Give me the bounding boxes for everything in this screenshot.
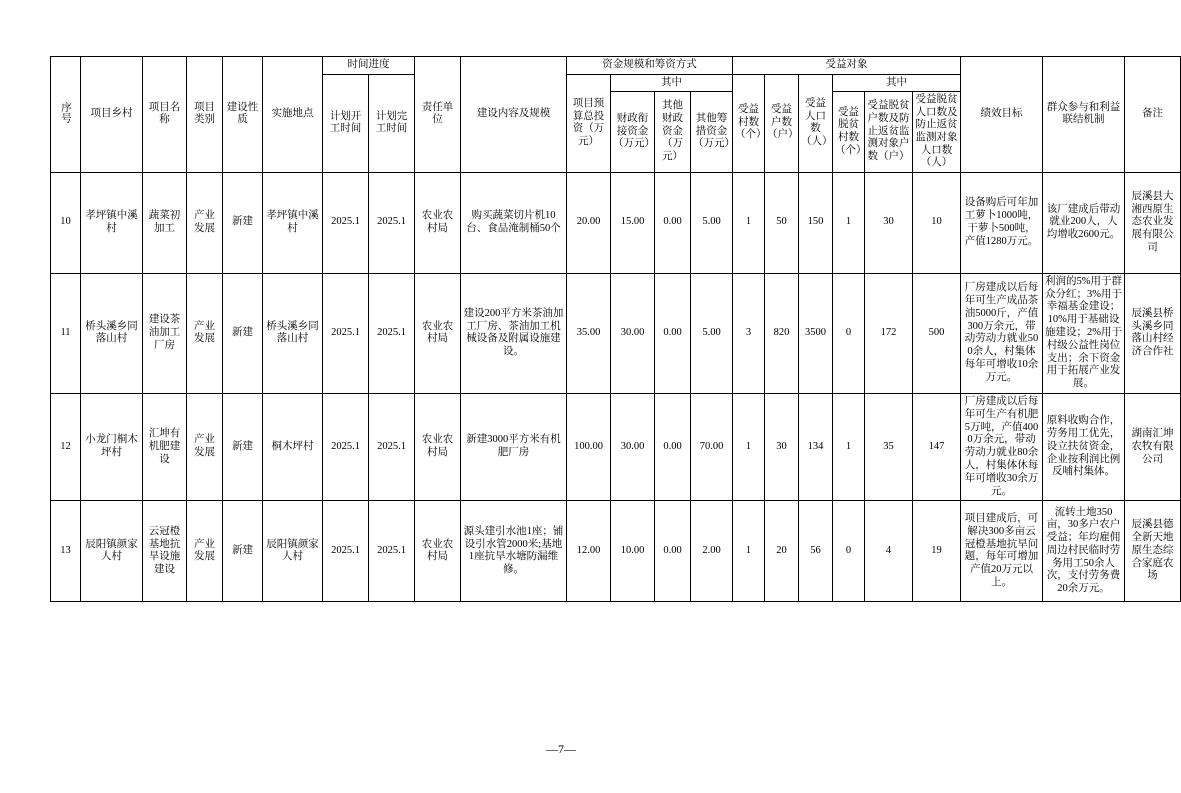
- header-funding-among: 其中: [611, 74, 733, 92]
- header-place: 实施地点: [263, 57, 323, 173]
- cell-unit: 农业农村局: [415, 172, 461, 273]
- cell-finance: 15.00: [611, 172, 655, 273]
- cell-seq: 10: [51, 172, 81, 273]
- cell-place: 桥头溪乡同落山村: [263, 273, 323, 393]
- cell-seq: 11: [51, 273, 81, 393]
- cell-bpop: 134: [799, 393, 833, 500]
- cell-place: 桐木坪村: [263, 393, 323, 500]
- header-poverty-population: 受益脱贫人口数及防止返贫监测对象人口数（人）: [913, 92, 961, 173]
- cell-budget: 20.00: [567, 172, 611, 273]
- cell-raise: 70.00: [691, 393, 733, 500]
- header-seq: 序号: [51, 57, 81, 173]
- header-name: 项目名称: [143, 57, 187, 173]
- cell-finance: 10.00: [611, 501, 655, 602]
- cell-bhouse: 30: [765, 393, 799, 500]
- cell-village: 辰阳镇颜家人村: [81, 501, 143, 602]
- header-type: 项目类别: [187, 57, 223, 173]
- cell-unit: 农业农村局: [415, 273, 461, 393]
- cell-nature: 新建: [223, 501, 263, 602]
- header-poverty-households: 受益脱贫户数及防止返贫监测对象户数（户）: [865, 92, 913, 173]
- cell-bpop: 150: [799, 172, 833, 273]
- cell-type: 产业发展: [187, 393, 223, 500]
- cell-type: 产业发展: [187, 273, 223, 393]
- cell-bpop: 56: [799, 501, 833, 602]
- cell-place: 孝坪镇中溪村: [263, 172, 323, 273]
- header-poverty-villages: 受益脱贫村数（个）: [833, 92, 865, 173]
- header-other-fund: 其他财政资金（万元）: [655, 92, 691, 173]
- header-row-1: [51, 57, 1181, 75]
- cell-phouse: 172: [865, 273, 913, 393]
- header-beneficiary-households: 受益户数（户）: [765, 74, 799, 172]
- cell-other: 0.00: [655, 172, 691, 273]
- cell-bpop: 3500: [799, 273, 833, 393]
- cell-village: 小龙门桐木坪村: [81, 393, 143, 500]
- table-header: [51, 57, 1181, 173]
- cell-type: 产业发展: [187, 172, 223, 273]
- cell-name: 蔬菜初加工: [143, 172, 187, 273]
- cell-other: 0.00: [655, 393, 691, 500]
- header-finance-fund: 财政衔接资金（万元）: [611, 92, 655, 173]
- header-funding: 资金规模和筹资方式: [567, 57, 733, 75]
- cell-bhouse: 820: [765, 273, 799, 393]
- cell-end: 2025.1: [369, 393, 415, 500]
- cell-raise: 5.00: [691, 273, 733, 393]
- cell-seq: 12: [51, 393, 81, 500]
- cell-nature: 新建: [223, 172, 263, 273]
- header-unit: 责任单位: [415, 57, 461, 173]
- cell-phouse: 4: [865, 501, 913, 602]
- cell-unit: 农业农村局: [415, 501, 461, 602]
- cell-end: 2025.1: [369, 501, 415, 602]
- header-link-mechanism: 群众参与和利益联结机制: [1043, 57, 1125, 173]
- cell-performance: 厂房建成以后每年可生产有机肥5万吨，产值4000万余元，带动劳动力就业80余人，村集体休每年可增收30余万元。: [961, 393, 1043, 500]
- cell-ppop: 500: [913, 273, 961, 393]
- header-end-time: 计划完工时间: [369, 74, 415, 172]
- project-plan-table: [50, 56, 1181, 602]
- cell-unit: 农业农村局: [415, 393, 461, 500]
- cell-village: 孝坪镇中溪村: [81, 172, 143, 273]
- header-beneficiary-population: 受益人口数（人）: [799, 74, 833, 172]
- page-number: —7—: [546, 742, 576, 756]
- cell-link: 原料收购合作，劳务用工优先，设立扶贫资金，企业按利润比例反哺村集体。: [1043, 393, 1125, 500]
- cell-village: 桥头溪乡同落山村: [81, 273, 143, 393]
- cell-bhouse: 20: [765, 501, 799, 602]
- cell-start: 2025.1: [323, 393, 369, 500]
- cell-nature: 新建: [223, 273, 263, 393]
- cell-content: 建设200平方米茶油加工厂房、茶油加工机械设备及附属设施建设。: [461, 273, 567, 393]
- cell-raise: 5.00: [691, 172, 733, 273]
- cell-ppop: 10: [913, 172, 961, 273]
- cell-name: 云冠橙基地抗旱设施建设: [143, 501, 187, 602]
- cell-content: 新建3000平方米有机肥厂房: [461, 393, 567, 500]
- header-performance: 绩效目标: [961, 57, 1043, 173]
- cell-bvill: 1: [733, 172, 765, 273]
- cell-performance: 项目建成后，可解决300多亩云冠橙基地抗旱问题，每年可增加产值20万元以上。: [961, 501, 1043, 602]
- cell-link: 该厂建成后带动就业200人，人均增收2600元。: [1043, 172, 1125, 273]
- table-row: [51, 273, 1181, 393]
- table-body: [51, 172, 1181, 602]
- cell-budget: 100.00: [567, 393, 611, 500]
- cell-content: 购买蔬菜切片机10台、食品淹制桶50个: [461, 172, 567, 273]
- cell-name: 建设茶油加工厂房: [143, 273, 187, 393]
- cell-remark: 辰溪县德全新天地原生态综合家庭农场: [1125, 501, 1181, 602]
- cell-end: 2025.1: [369, 273, 415, 393]
- cell-link: 流转土地350亩，30多户农户受益；年均雇佣周边村民临时劳务用工50余人次，支付劳务费20余万元。: [1043, 501, 1125, 602]
- table-row: [51, 501, 1181, 602]
- header-schedule: 时间进度: [323, 57, 415, 75]
- cell-other: 0.00: [655, 273, 691, 393]
- cell-other: 0.00: [655, 501, 691, 602]
- cell-bvill: 1: [733, 393, 765, 500]
- cell-content: 源头建引水池1座；铺设引水管2000米;基地1座抗旱水塘防漏维修。: [461, 501, 567, 602]
- cell-pvill: 1: [833, 393, 865, 500]
- header-raised-fund: 其他筹措资金（万元）: [691, 92, 733, 173]
- cell-finance: 30.00: [611, 393, 655, 500]
- cell-type: 产业发展: [187, 501, 223, 602]
- cell-bvill: 3: [733, 273, 765, 393]
- cell-raise: 2.00: [691, 501, 733, 602]
- cell-ppop: 19: [913, 501, 961, 602]
- cell-place: 辰阳镇颜家人村: [263, 501, 323, 602]
- cell-link: 利润的5%用于群众分红；3%用于幸福基金建设；10%用于基础设施建设；2%用于村级公益性岗位支出；余下资金用于拓展产业发展。: [1043, 273, 1125, 393]
- header-start-time: 计划开工时间: [323, 74, 369, 172]
- header-beneficiary-villages: 受益村数（个）: [733, 74, 765, 172]
- header-nature: 建设性质: [223, 57, 263, 173]
- table-row: [51, 172, 1181, 273]
- cell-pvill: 1: [833, 172, 865, 273]
- cell-phouse: 30: [865, 172, 913, 273]
- cell-pvill: 0: [833, 273, 865, 393]
- cell-bhouse: 50: [765, 172, 799, 273]
- cell-end: 2025.1: [369, 172, 415, 273]
- cell-finance: 30.00: [611, 273, 655, 393]
- header-village: 项目乡村: [81, 57, 143, 173]
- table-row: [51, 393, 1181, 500]
- header-beneficiary-among: 其中: [833, 74, 961, 92]
- cell-remark: 辰溪县大湘西原生态农业发展有限公司: [1125, 172, 1181, 273]
- cell-remark: 湖南汇坤农牧有限公司: [1125, 393, 1181, 500]
- cell-start: 2025.1: [323, 172, 369, 273]
- cell-ppop: 147: [913, 393, 961, 500]
- cell-budget: 12.00: [567, 501, 611, 602]
- cell-budget: 35.00: [567, 273, 611, 393]
- header-remark: 备注: [1125, 57, 1181, 173]
- header-budget-total: 项目预算总投资（万元）: [567, 74, 611, 172]
- cell-phouse: 35: [865, 393, 913, 500]
- header-content: 建设内容及规模: [461, 57, 567, 173]
- cell-name: 汇坤有机肥建设: [143, 393, 187, 500]
- cell-pvill: 0: [833, 501, 865, 602]
- cell-performance: 厂房建成以后每年可生产成品茶油5000斤，产值300万余元，带动劳动力就业500余人，村集体每年可增收10余万元。: [961, 273, 1043, 393]
- cell-seq: 13: [51, 501, 81, 602]
- cell-nature: 新建: [223, 393, 263, 500]
- cell-start: 2025.1: [323, 273, 369, 393]
- header-beneficiary: 受益对象: [733, 57, 961, 75]
- cell-start: 2025.1: [323, 501, 369, 602]
- cell-remark: 辰溪县桥头溪乡同落山村经济合作社: [1125, 273, 1181, 393]
- cell-bvill: 1: [733, 501, 765, 602]
- cell-performance: 设备购后可年加工萝卜1000吨，干萝卜500吨，产值1280万元。: [961, 172, 1043, 273]
